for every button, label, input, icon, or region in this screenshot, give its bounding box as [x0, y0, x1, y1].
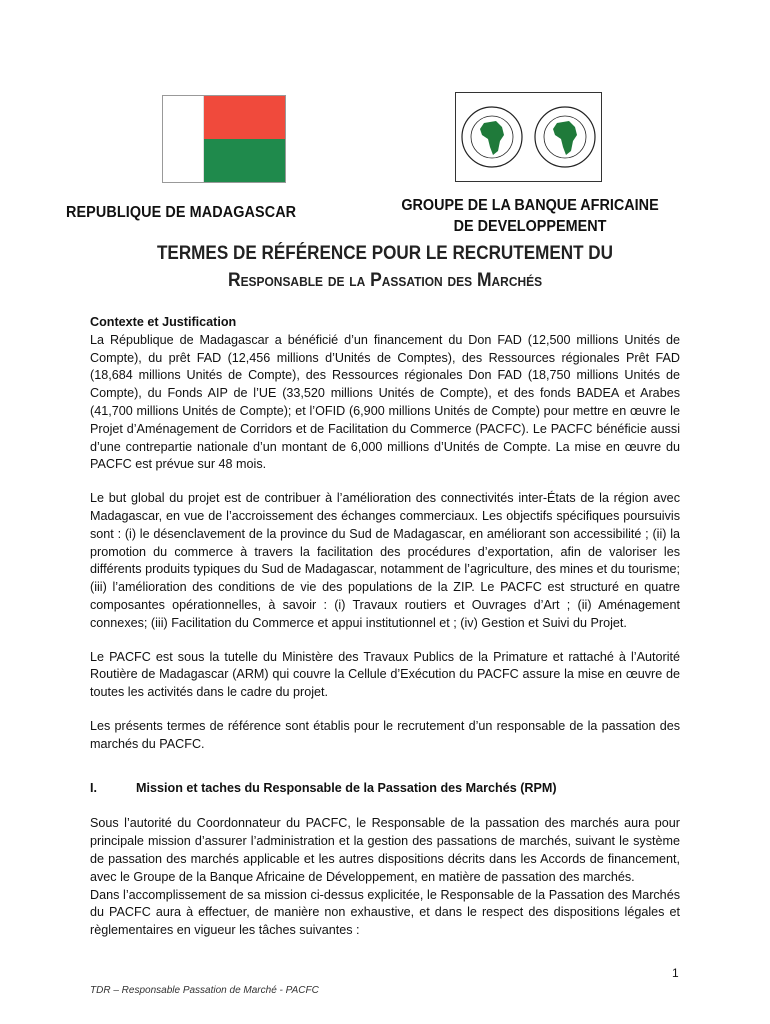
- section-number: I.: [90, 780, 97, 795]
- document-title-line1: TERMES DE RÉFÉRENCE POUR LE RECRUTEMENT DU: [156, 243, 614, 264]
- section-heading: [90, 780, 680, 798]
- paragraph-financing: La République de Madagascar a bénéficié d’un financement du Don FAD (12,500 millions Unités de Compte), du prêt FAD (12,456 millions d’Unités de Comptes), des Ressources régionales Prêt FAD (18,684 millions Unités de Compte), des Ressources régionales Don FAD (18,750 millions Unités de Compte), du Fonds AIP de l’UE (33,520 millions Unités de Compte), et des fonds BADEA et Arabes (41,700 millions Unités de Compte); et l’OFID (6,900 millions Unités de Compte) pour mettre en œuvre le Projet d’Aménagement de Corridors et de Facilitation du Commerce (PACFC). Le PACFC bénéficie aussi d’une contrepartie nationale d’un montant de 6,000 millions d’Unités de Compte. La mise en œuvre du PACFC est prévue sur 48 mois.: [90, 332, 680, 472]
- madagascar-flag: [162, 95, 286, 183]
- context-heading: Contexte et Justification: [90, 315, 237, 329]
- paragraph-tutelle: Le PACFC est sous la tutelle du Ministère des Travaux Publics de la Primature et rattaché à l’Autorité Routière de Madagascar (ARM) qui couvre la Cellule d’Exécution du PACFC assure la mise en œuvre de toutes les activités dans le cadre du projet.: [90, 649, 680, 700]
- document-body: [90, 314, 680, 940]
- bank-name: [377, 195, 683, 237]
- paragraph-objectives: Le but global du projet est de contribuer à l’amélioration des connectivités inter-États de la région avec Madagascar, en vue de l’accroissement des échanges commerciaux. Les objectifs spécifiques poursuivis sont : (i) le désenclavement de la province du Sud de Madagascar, en améliorant son accessibilité ; (ii) la promotion du commerce à travers la facilitation des procédures d’exportation, afin de valoriser les différents produits typiques du Sud de Madagascar, notamment de l’agriculture, des mines et du tourisme; (iii) l’amélioration des conditions de vie des populations de la ZIP. Le PACFC est structuré en quatre composantes opérationnelles, à savoir : (i) Travaux routiers et Ouvrages d’Art ; (ii) Aménagement connexes; (iii) Facilitation du Commerce et appui institutionnel et ; (iv) Gestion et Suivi du Projet.: [90, 491, 680, 630]
- afdb-logo: [455, 92, 602, 182]
- flag-white-band: [163, 96, 204, 182]
- section-title: Mission et taches du Responsable de la Passation des Marchés (RPM): [136, 780, 557, 795]
- bank-name-line2: DE DEVELOPPEMENT: [453, 218, 607, 235]
- paragraph-mission: Sous l’autorité du Coordonnateur du PACFC, le Responsable de la passation des marchés aura pour principale mission d’assurer l’administration et la gestion des passations de marchés, suivant le système de passation des marchés applicable et les autres dispositions décrits dans les Accords de financement, avec le Groupe de la Banque Africaine de Développement, en matière de passation des marchés.: [90, 816, 680, 884]
- flag-red-band: [204, 96, 285, 139]
- paragraph-tdr-purpose: Les présents termes de référence sont établis pour le recrutement d’un responsable de la passation des marchés du PACFC.: [90, 718, 680, 751]
- republic-name: REPUBLIQUE DE MADAGASCAR: [66, 204, 297, 221]
- bank-name-line1: GROUPE DE LA BANQUE AFRICAINE: [401, 197, 659, 214]
- page-number: 1: [672, 966, 679, 980]
- flag-green-band: [204, 139, 285, 182]
- document-title-line2: Responsable de la Passation des Marchés: [227, 270, 543, 291]
- paragraph-tasks: Dans l’accomplissement de sa mission ci-dessus explicitée, le Responsable de la Passation des Marchés du PACFC aura à effectuer, de manière non exhaustive, et dans le respect des dispositions légales et règlementaires en vigueur les tâches suivantes :: [90, 887, 680, 938]
- fad-seal-icon: [533, 105, 597, 169]
- page-footer: TDR – Responsable Passation de Marché - PACFC: [90, 985, 319, 996]
- afdb-seal-icon: [460, 105, 524, 169]
